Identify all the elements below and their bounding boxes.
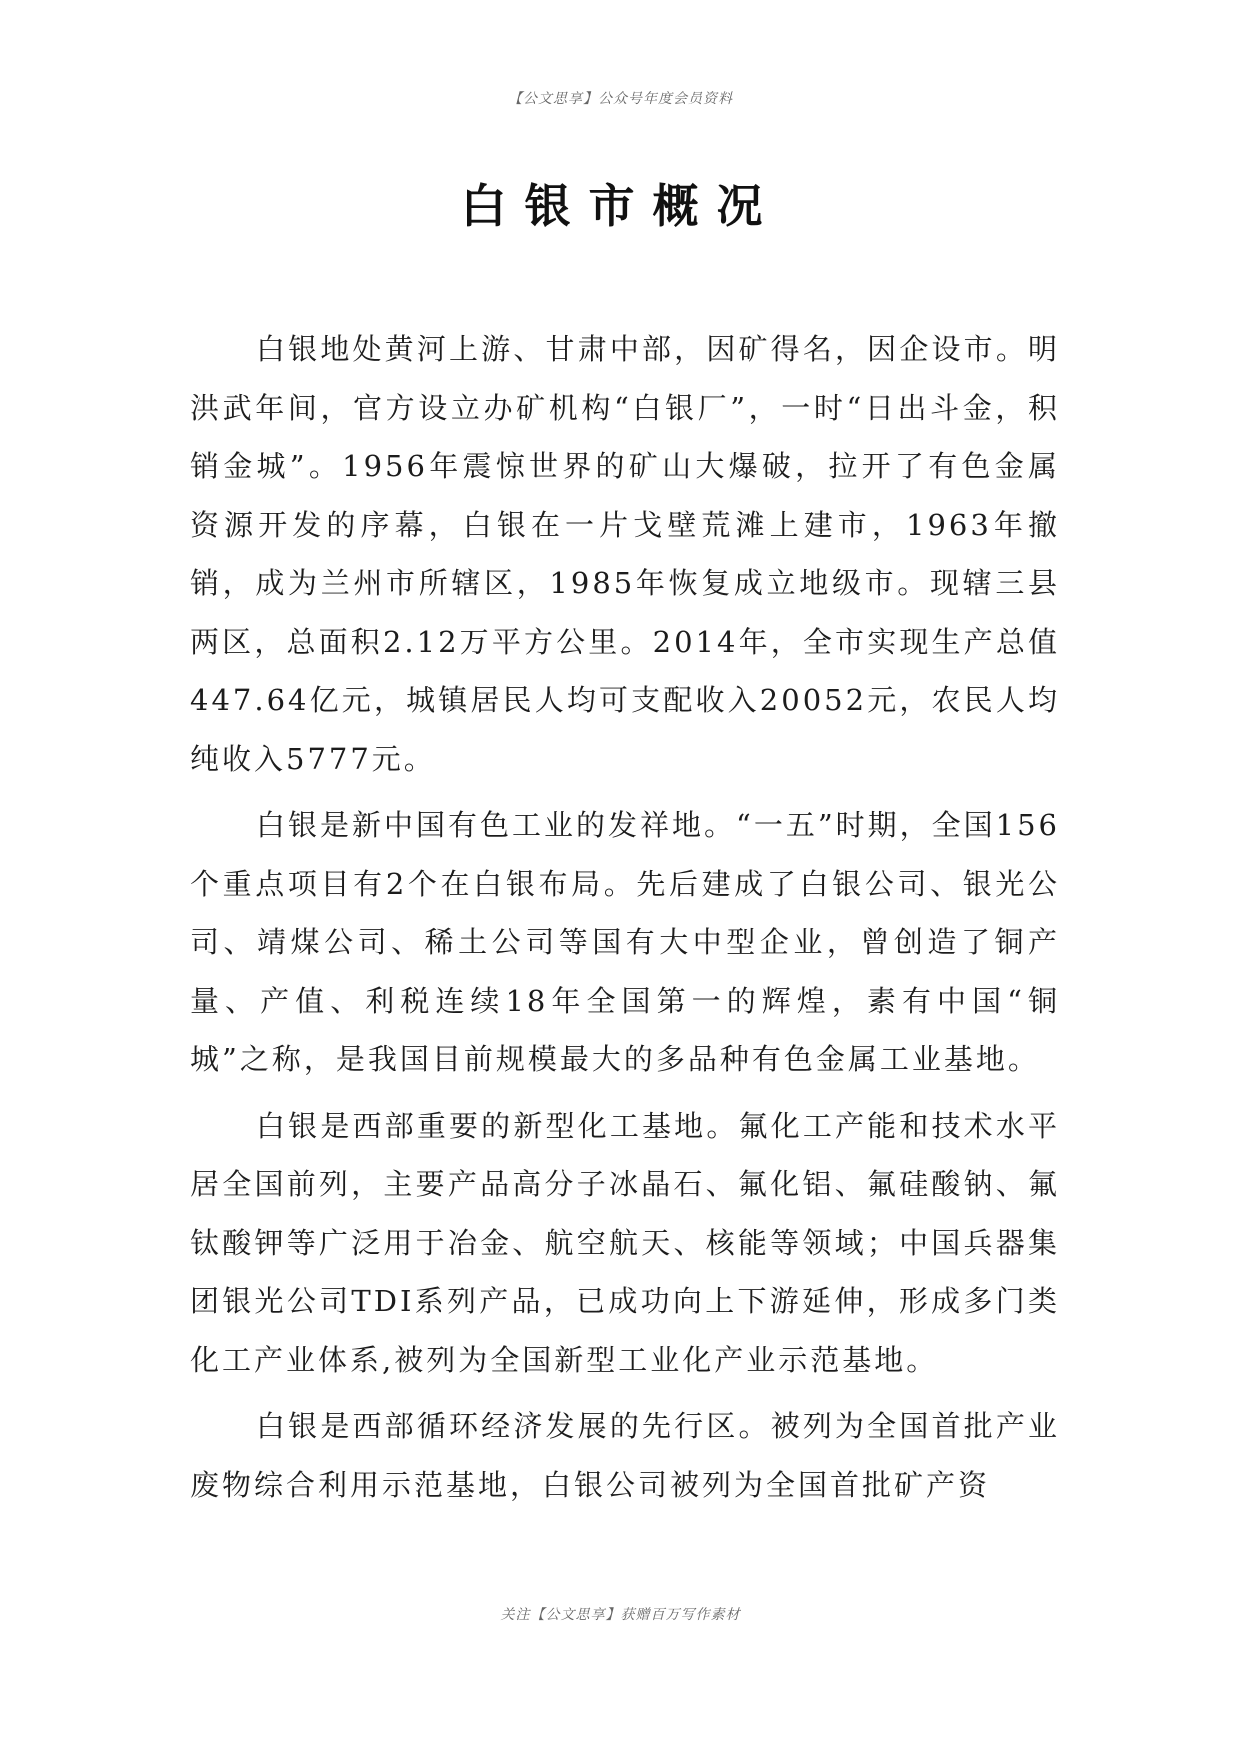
footer-note: 关注【公文思享】获赠百万写作素材 [500,1607,741,1623]
paragraph-circular-economy: 白银是西部循环经济发展的先行区。被列为全国首批产业废物综合利用示范基地，白银公司被列为全国首批矿产资 [190,1409,1060,1502]
page-title: 白银市概况 [460,179,781,233]
header-note: 【公文思享】公众号年度会员资料 [508,91,733,107]
document-body [190,320,1060,1522]
paragraph-overview: 白银地处黄河上游、甘肃中部，因矿得名，因企设市。明洪武年间，官方设立办矿机构“白银厂”，一时“日出斗金，积销金城”。1956年震惊世界的矿山大爆破，拉开了有色金属资源开发的序幕，白银在一片戈壁荒滩上建市，1963年撤销，成为兰州市所辖区，1985年恢复成立地级市。现辖三县两区，总面积2.12万平方公里。2014年，全市实现生产总值447.64亿元，城镇居民人均可支配收入20052元，农民人均纯收入5777元。 [190,332,1060,776]
paragraph-chemical-base: 白银是西部重要的新型化工基地。氟化工产能和技术水平居全国前列，主要产品高分子冰晶石、氟化铝、氟硅酸钠、氟钛酸钾等广泛用于冶金、航空航天、核能等领域；中国兵器集团银光公司TDI系列产品，已成功向上下游延伸，形成多门类化工产业体系,被列为全国新型工业化产业示范基地。 [190,1108,1060,1377]
paragraph-nonferrous-industry: 白银是新中国有色工业的发祥地。“一五”时期，全国156个重点项目有2个在白银布局。先后建成了白银公司、银光公司、靖煤公司、稀土公司等国有大中型企业，曾创造了铜产量、产值、利税连续18年全国第一的辉煌，素有中国“铜城”之称，是我国目前规模最大的多品种有色金属工业基地。 [190,808,1061,1076]
